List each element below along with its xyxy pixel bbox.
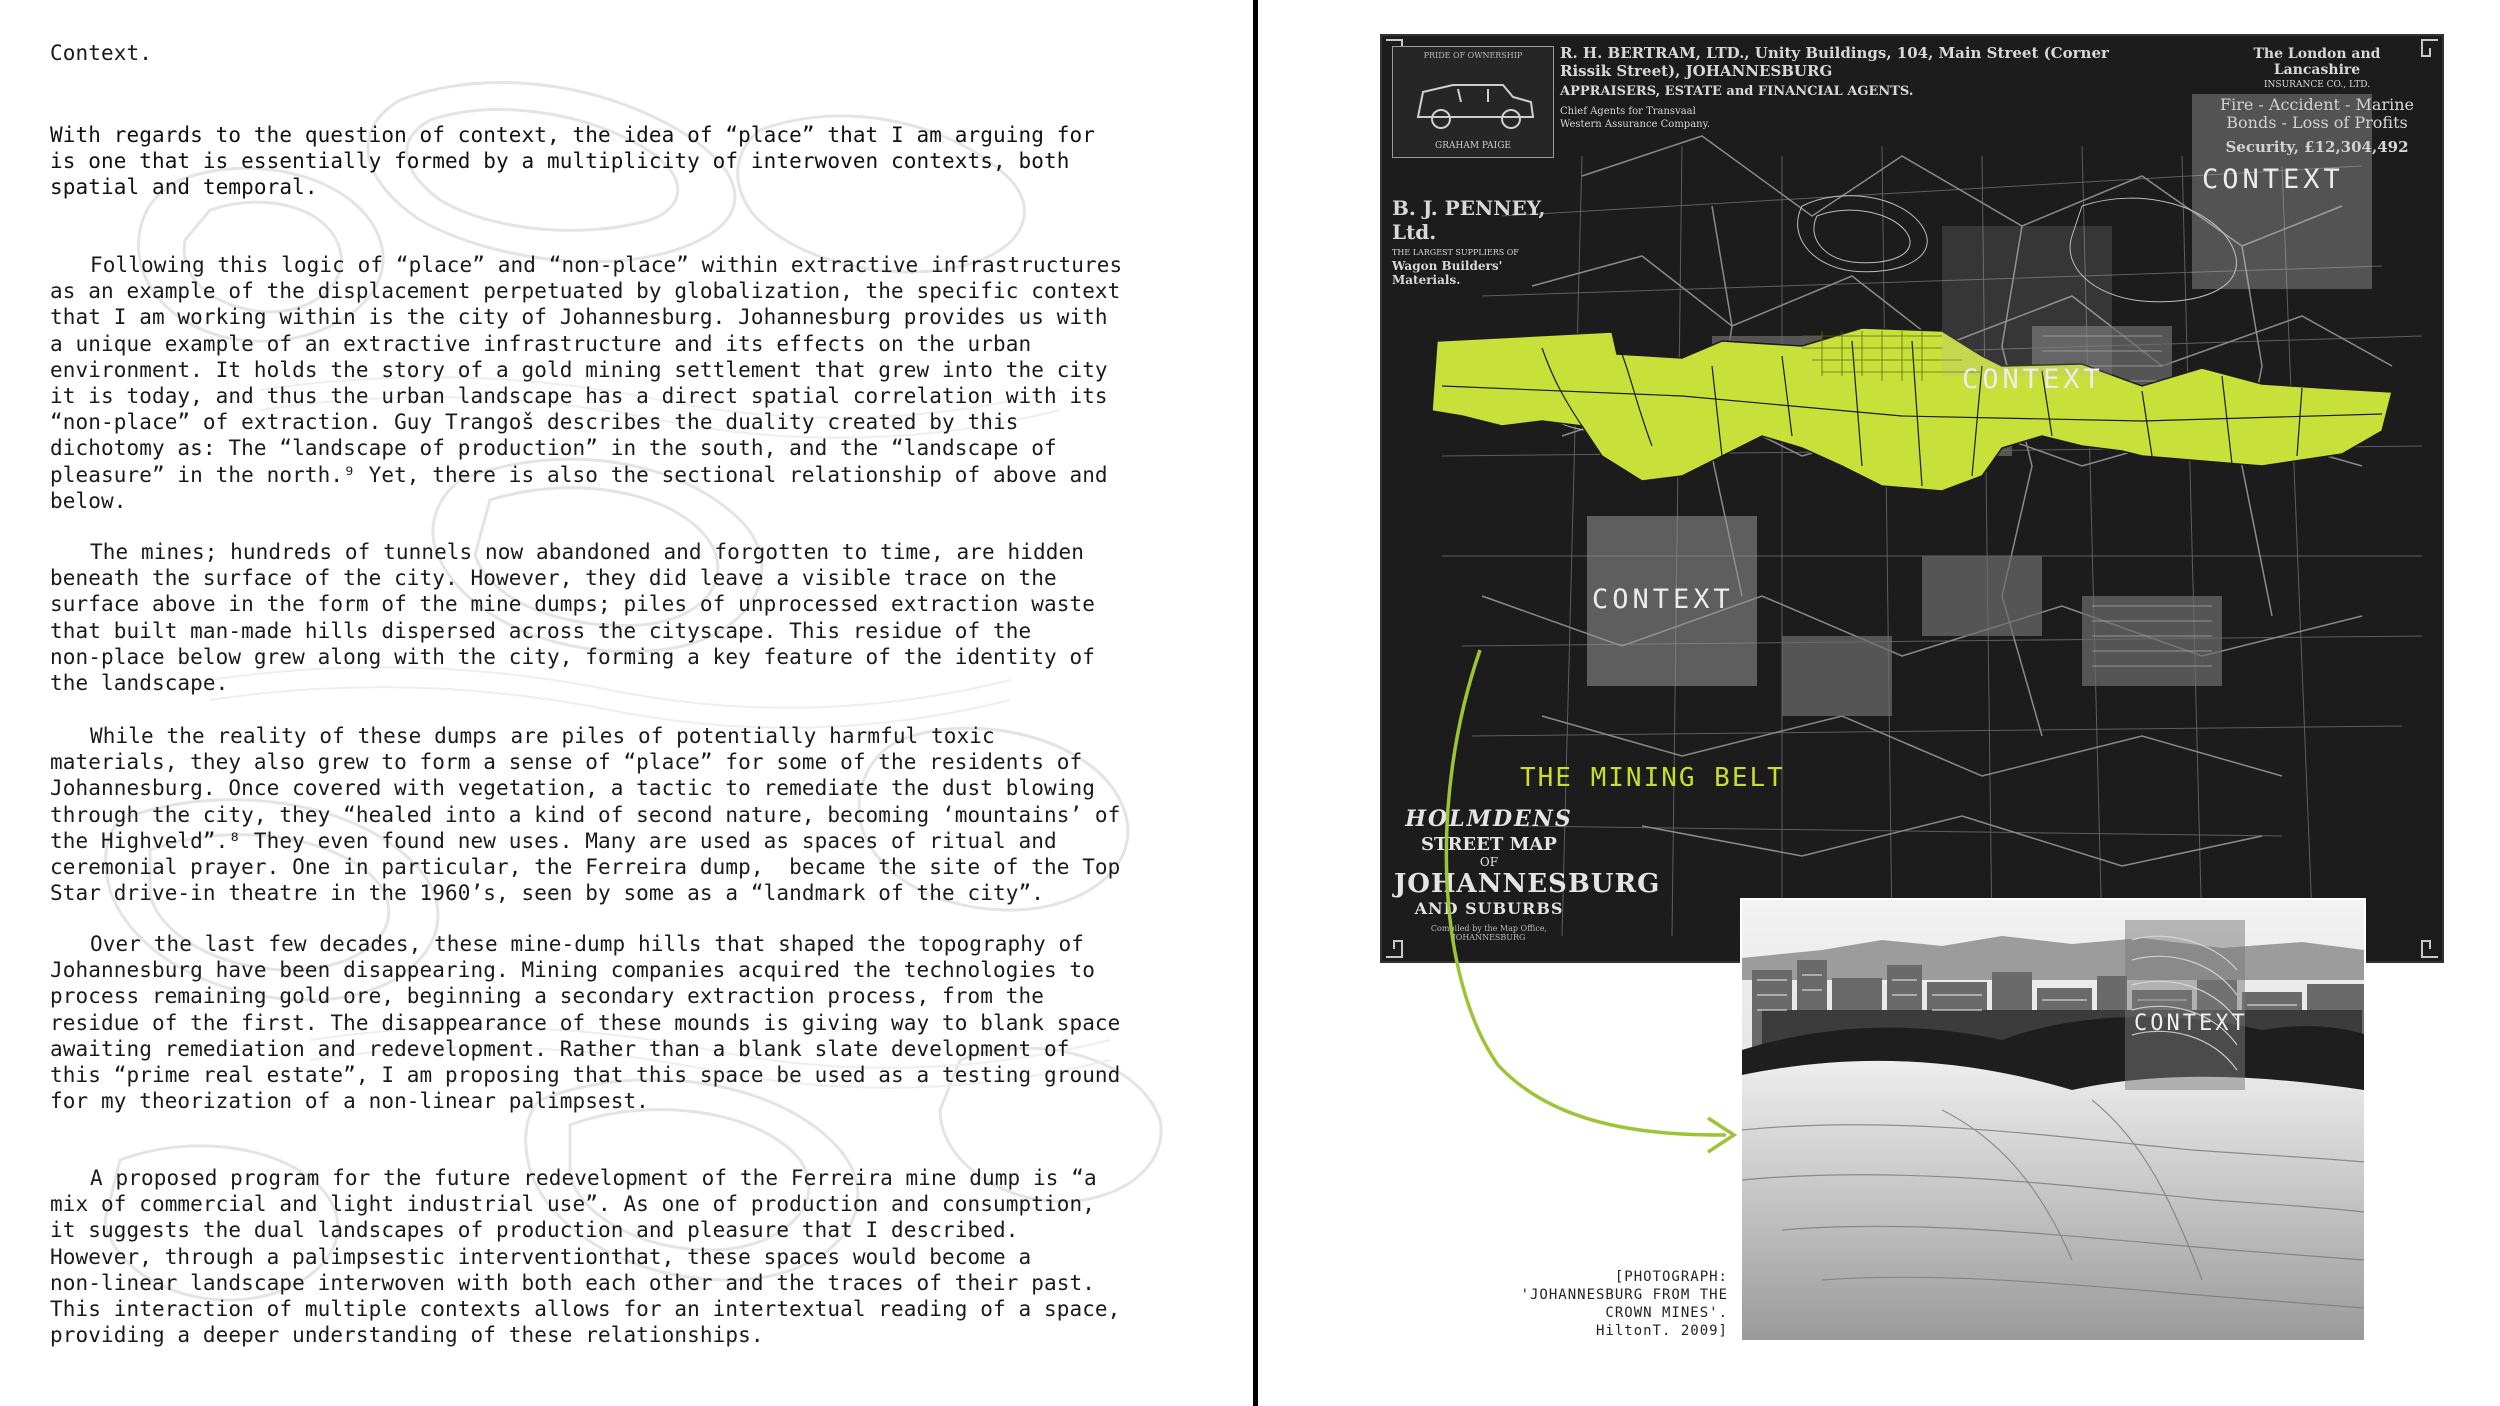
crown-mines-photograph	[1740, 898, 2366, 1342]
context-label: CONTEXT	[2134, 1011, 2248, 1036]
body-paragraph: While the reality of these dumps are piles of potentially harmful toxic materials, they also grew to form a sense of “place” for some of the residents of Johannesburg. Once covered with vegetation, a tactic to remediate the dust blowing through the city, they “healed into a kind of second nature, becoming ‘mountains’ of the Highveld”.⁸ They even found new uses. Many are used as spaces of ritual and ceremonial prayer. One in particular, the Ferreira dump, became the site of the Top Star drive-in theatre in the 1960’s, seen by some as a “landmark of the city”.	[50, 724, 1121, 906]
context-label: CONTEXT	[2202, 164, 2344, 195]
arrow-head-icon	[1708, 1118, 1734, 1152]
body-paragraph: A proposed program for the future redevelopment of the Ferreira mine dump is “a mix of commercial and light industrial use”. As one of production and consumption, it suggests the dual landscapes of production and pleasure that I described. However, through a palimpsestic interventionthat, these spaces would become a non-linear landscape interwoven with both each other and the traces of their past. This interaction of multiple contexts allows for an intertextual reading of a space, providing a deeper understanding of these relationships.	[50, 1166, 1121, 1348]
bertram-ad-body: Chief Agents for Transvaal Western Assurance Company.	[1560, 106, 1711, 130]
johannesburg-street-map	[1380, 34, 2444, 963]
page-heading: Context.	[50, 41, 152, 65]
london-ad-services: Fire - Accident - Marine Bonds - Loss of Profits	[2220, 95, 2414, 132]
map-title-of: OF	[1479, 855, 1499, 869]
graham-paige-ad	[1392, 46, 1554, 158]
intro-paragraph: With regards to the question of context, the idea of “place” that I am arguing for is one that is essentially formed by a multiplicity of interwoven contexts, both spatial and temporal.	[50, 123, 1095, 200]
context-label: CONTEXT	[1962, 364, 2104, 395]
ad-car-model: GRAHAM PAIGE	[1435, 141, 1511, 151]
map-title-johannesburg: JOHANNESBURG	[1394, 869, 1661, 899]
map-title-street-map: STREET MAP	[1421, 834, 1557, 855]
map-title-suburbs: AND SUBURBS	[1414, 899, 1564, 918]
penney-ad-body: Wagon Builders' Materials.	[1392, 259, 1503, 287]
mining-belt-area	[1432, 328, 2392, 491]
penney-ad-title: B. J. PENNEY, Ltd.	[1392, 196, 1546, 244]
london-ad-title: The London and Lancashire	[2253, 46, 2381, 78]
bertram-ad-title: R. H. BERTRAM, LTD., Unity Buildings, 104, Main Street (Corner Rissik Street), JOHANNESBURG	[1560, 44, 2109, 80]
map-title-holmdens: HOLMDENS	[1405, 806, 1573, 832]
photo-drawing	[1742, 900, 2364, 1340]
bertram-ad-subtitle: APPRAISERS, ESTATE and FINANCIAL AGENTS.	[1560, 84, 1914, 99]
penney-ad-subtitle: THE LARGEST SUPPLIERS OF	[1392, 248, 1519, 257]
context-label: CONTEXT	[1592, 584, 1734, 615]
penney-ad	[1392, 196, 1567, 287]
body-paragraph: The mines; hundreds of tunnels now abandoned and forgotten to time, are hidden beneath the surface of the city. However, they did leave a visible trace on the surface above in the form of the mine dumps; piles of unprocessed extraction waste that built man-made hills dispersed across the cityscape. This residue of the non-place below grew along with the city, forming a key feature of the identity of the landscape.	[50, 540, 1095, 696]
photo-caption: [PHOTOGRAPH: 'JOHANNESBURG FROM THE CROWN MINES'. HiltonT. 2009]	[1520, 1269, 1728, 1339]
map-title-compiler: Compiled by the Map Office, JOHANNESBURG	[1430, 924, 1548, 942]
right-page	[1258, 0, 2500, 1406]
body-paragraph: Over the last few decades, these mine-dump hills that shaped the topography of Johannesburg have been disappearing. Mining companies acquired the technologies to process remaining gold ore, beginning a secondary extraction process, from the residue of the first. The disappearance of these mounds is giving way to blank space awaiting remediation and redevelopment. Rather than a blank slate development of this “prime real estate”, I am proposing that this space be used as a testing ground for my theorization of a non-linear palimpsest.	[50, 932, 1121, 1114]
context-overlay	[1942, 226, 2112, 376]
london-ad-security: Security, £12,304,492	[2225, 138, 2409, 156]
map-title-block	[1394, 806, 1661, 942]
body-paragraph: Following this logic of “place” and “non-place” within extractive infrastructures as an example of the displacement perpetuated by globalization, the specific context that I am working within is the city of Johannesburg. Johannesburg provides us with a unique example of an extractive infrastructure and its effects on the urban environment. It holds the story of a gold mining settlement that grew into the city it is today, and thus the urban landscape has a direct spatial correlation with its “non-place” of extraction. Guy Trangoš describes the duality created by this dichotomy as: The “landscape of production” in the south, and the “landscape of pleasure” in the north.⁹ Yet, there is also the sectional relationship of above and below.	[50, 253, 1123, 513]
mining-belt-label: THE MINING BELT	[1520, 763, 1785, 793]
bertram-ad	[1560, 44, 2160, 131]
london-ad-subtitle: INSURANCE CO., LTD.	[2264, 80, 2370, 90]
ad-car-caption: PRIDE OF OWNERSHIP	[1423, 51, 1523, 60]
